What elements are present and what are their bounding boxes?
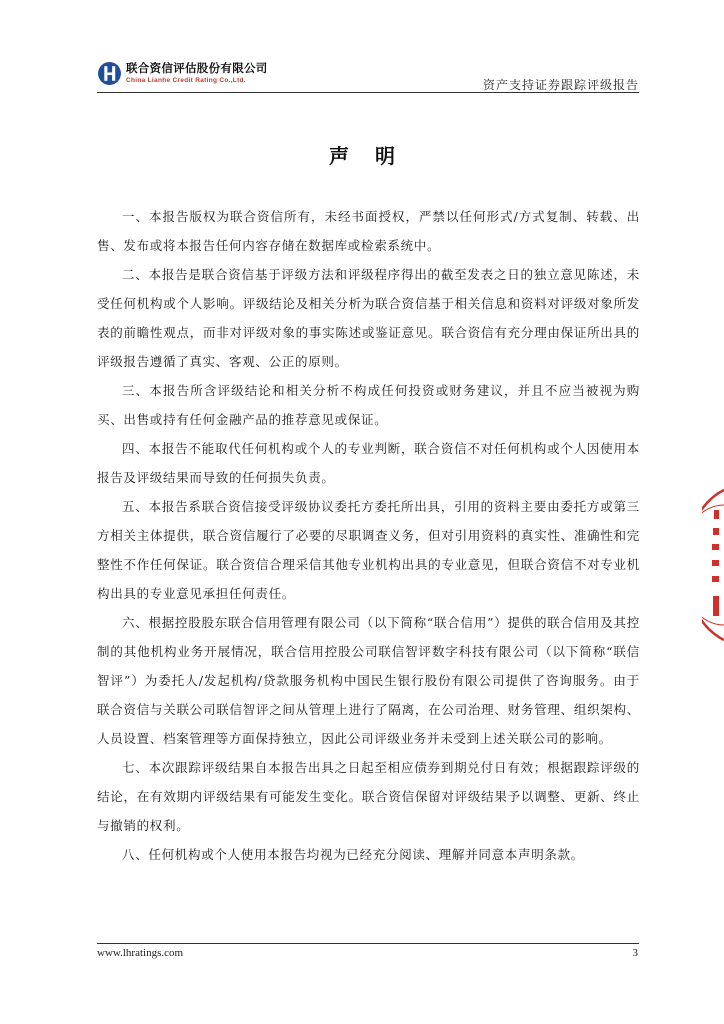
declaration-paragraph-7: 七、本次跟踪评级结果自本报告出具之日起至相应债券到期兑付日有效；根据跟踪评级的结论，在有效期内评级结果有可能发生变化。联合资信保留对评级结果予以调整、更新、终止与撤销的权利。 <box>97 760 640 833</box>
declaration-paragraph-2: 二、本报告是联合资信基于评级方法和评级程序得出的截至发表之日的独立意见陈述，未受任何机构或个人影响。评级结论及相关分析为联合资信基于相关信息和资料对评级对象所发表的前瞻性观点，而非对评级对象的事实陈述或鉴证意见。联合资信有充分理由保证所出具的评级报告遵循了真实、客观、公正的原则。 <box>97 267 640 369</box>
declaration-paragraph-3: 三、本报告所含评级结论和相关分析不构成任何投资或财务建议，并且不应当被视为购买、出售或持有任何金融产品的推荐意见或保证。 <box>97 383 640 427</box>
logo-en-text: China Lianhe Credit Rating Co.,Ltd. <box>126 76 246 84</box>
footer-url: www.lhratings.com <box>97 947 184 959</box>
declaration-body <box>97 202 640 869</box>
header-divider <box>97 92 639 93</box>
declaration-paragraph-4: 四、本报告不能取代任何机构或个人的专业判断，联合资信不对任何机构或个人因使用本报告及评级结果而导致的任何损失负责。 <box>97 441 640 485</box>
report-type-title: 资产支持证券跟踪评级报告 <box>482 78 639 92</box>
declaration-paragraph-5: 五、本报告系联合资信接受评级协议委托方委托所出具，引用的资料主要由委托方或第三方相关主体提供，联合资信履行了必要的尽职调查义务，但对引用资料的真实性、准确性和完整性不作任何保证。联合资信合理采信其他专业机构出具的专业意见，但联合资信不对专业机构出具的专业意见承担任何责任。 <box>97 499 640 601</box>
page-title: 声明 <box>329 144 421 168</box>
declaration-paragraph-6: 六、根据控股股东联合信用管理有限公司（以下简称“联合信用”）提供的联合信用及其控制的其他机构业务开展情况，联合信用控股公司联信智评数字科技有限公司（以下简称“联信智评”）为委托人/发起机构/贷款服务机构中国民生银行股份有限公司提供了咨询服务。由于联合资信与关联公司联信智评之间从管理上进行了隔离，在公司治理、财务管理、组织架构、人员设置、档案管理等方面保持独立，因此公司评级业务并未受到上述关联公司的影响。 <box>97 615 640 746</box>
page-number: 3 <box>632 947 638 959</box>
declaration-paragraph-1: 一、本报告版权为联合资信所有，未经书面授权，严禁以任何形式/方式复制、转载、出售、发布或将本报告任何内容存储在数据库或检索系统中。 <box>97 209 640 253</box>
lianhe-logo-icon <box>97 61 122 86</box>
company-logo <box>97 61 268 86</box>
logo-cn-text: 联合资信评估股份有限公司 <box>126 61 268 75</box>
footer-divider <box>97 943 639 944</box>
declaration-paragraph-8: 八、任何机构或个人使用本报告均视为已经充分阅读、理解并同意本声明条款。 <box>122 847 585 862</box>
seal-stamp-icon <box>702 480 724 650</box>
